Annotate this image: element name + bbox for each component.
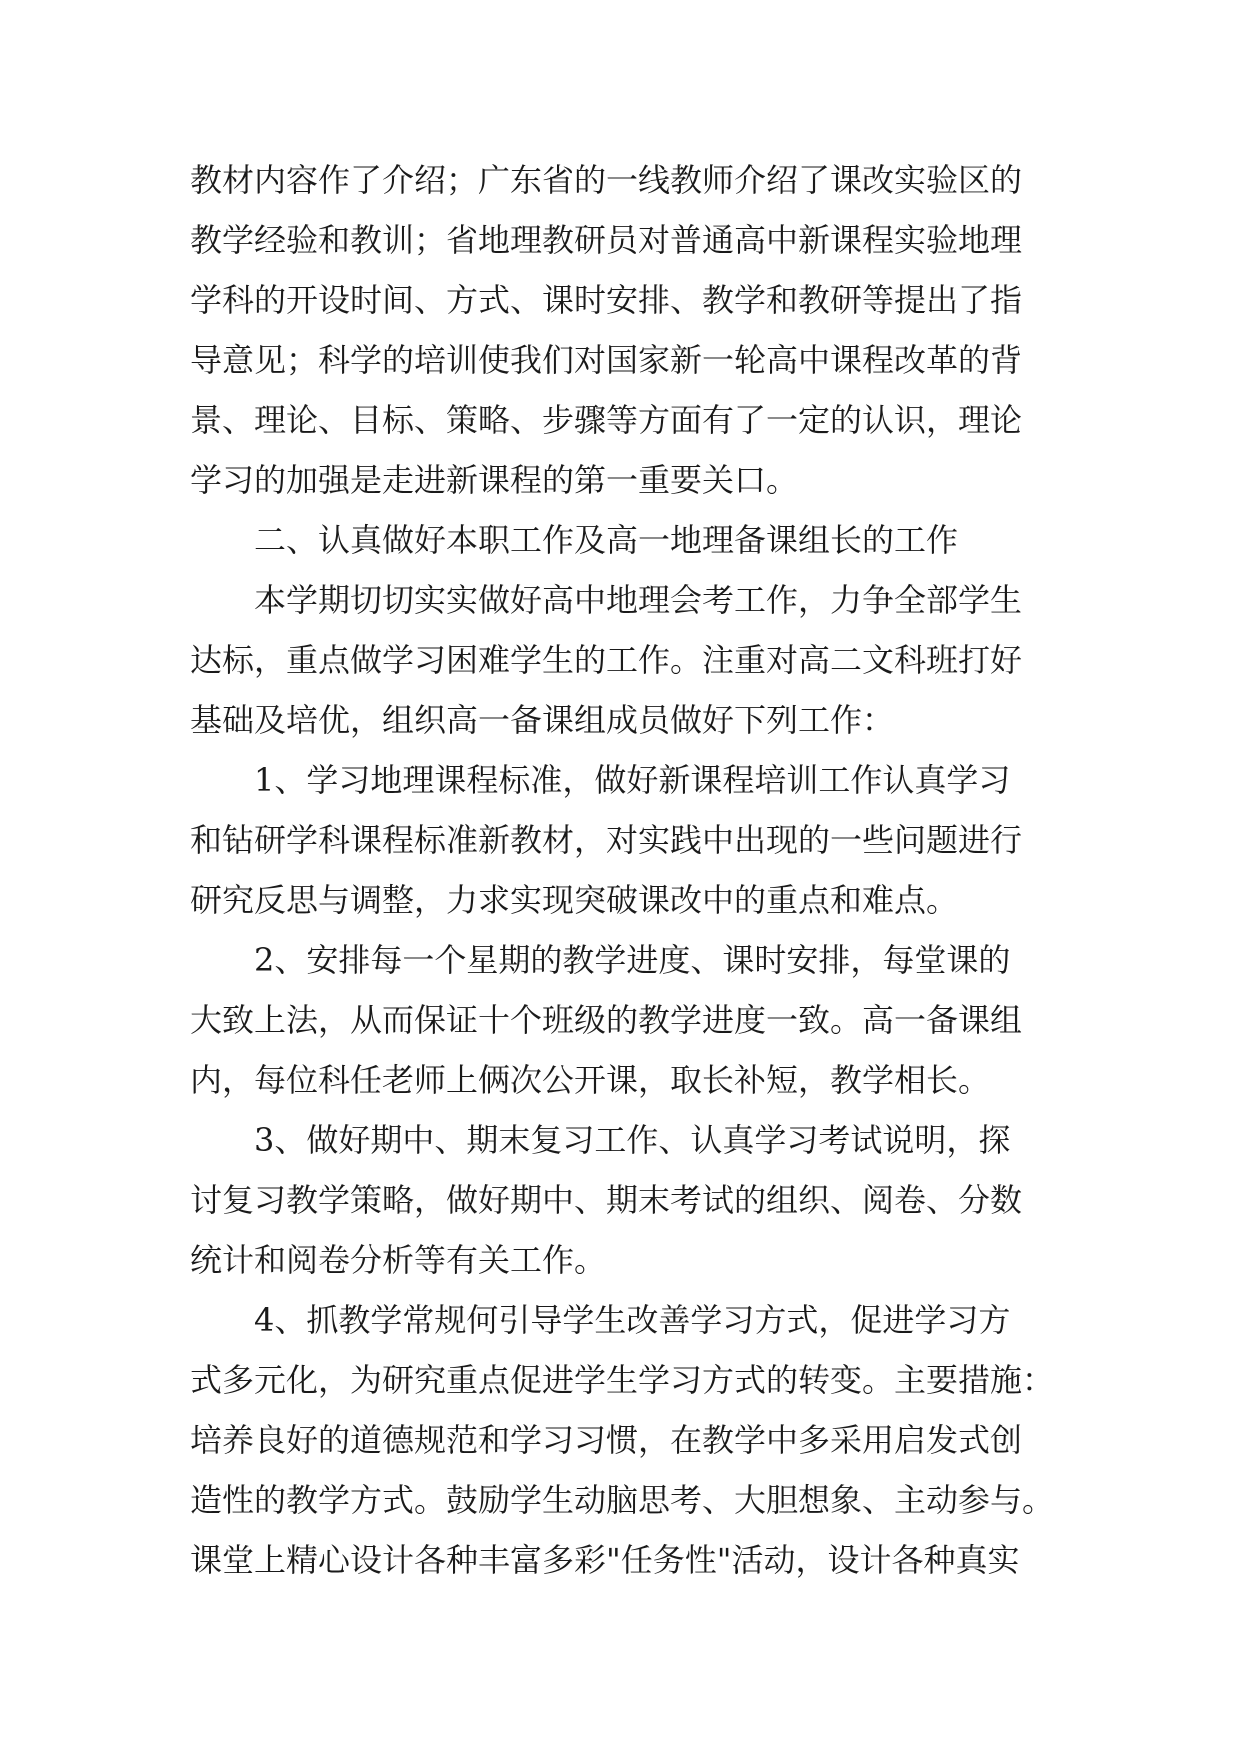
text-line: 景、理论、目标、策略、步骤等方面有了一定的认识，理论 bbox=[190, 401, 1023, 439]
text-line: 基础及培优，组织高一备课组成员做好下列工作： bbox=[190, 701, 895, 739]
text-line: 3、做好期中、期末复习工作、认真学习考试说明，探 bbox=[190, 1121, 1011, 1159]
text-line: 教材内容作了介绍；广东省的一线教师介绍了课改实验区的 bbox=[190, 161, 1023, 199]
text-line: 达标，重点做学习困难学生的工作。注重对高二文科班打好 bbox=[190, 641, 1023, 679]
text-line: 4、抓教学常规何引导学生改善学习方式，促进学习方 bbox=[190, 1301, 1011, 1339]
text-line: 培养良好的道德规范和学习习惯，在教学中多采用启发式创 bbox=[190, 1421, 1023, 1459]
text-line: 统计和阅卷分析等有关工作。 bbox=[190, 1241, 607, 1279]
text-line: 内，每位科任老师上俩次公开课，取长补短，教学相长。 bbox=[190, 1061, 991, 1099]
text-line: 造性的教学方式。鼓励学生动脑思考、大胆想象、主动参与。 bbox=[190, 1481, 1055, 1519]
text-line: 大致上法，从而保证十个班级的教学进度一致。高一备课组 bbox=[190, 1001, 1023, 1039]
text-line: 讨复习教学策略，做好期中、期末考试的组织、阅卷、分数 bbox=[190, 1181, 1023, 1219]
text-line: 2、安排每一个星期的教学进度、课时安排，每堂课的 bbox=[190, 941, 1011, 979]
section-heading: 二、认真做好本职工作及高一地理备课组长的工作 bbox=[190, 521, 959, 559]
document-body bbox=[190, 150, 1060, 1590]
text-line: 1、学习地理课程标准，做好新课程培训工作认真学习 bbox=[190, 761, 1011, 799]
text-line: 学科的开设时间、方式、课时安排、教学和教研等提出了指 bbox=[190, 281, 1023, 319]
text-line: 式多元化，为研究重点促进学生学习方式的转变。主要措施： bbox=[190, 1361, 1055, 1399]
text-line: 学习的加强是走进新课程的第一重要关口。 bbox=[190, 461, 799, 499]
text-line: 导意见；科学的培训使我们对国家新一轮高中课程改革的背 bbox=[190, 341, 1023, 379]
text-line: 课堂上精心设计各种丰富多彩"任务性"活动，设计各种真实 bbox=[190, 1541, 1020, 1579]
text-line: 研究反思与调整，力求实现突破课改中的重点和难点。 bbox=[190, 881, 959, 919]
text-line: 本学期切切实实做好高中地理会考工作，力争全部学生 bbox=[190, 581, 1023, 619]
text-line: 教学经验和教训；省地理教研员对普通高中新课程实验地理 bbox=[190, 221, 1023, 259]
text-line: 和钻研学科课程标准新教材，对实践中出现的一些问题进行 bbox=[190, 821, 1023, 859]
